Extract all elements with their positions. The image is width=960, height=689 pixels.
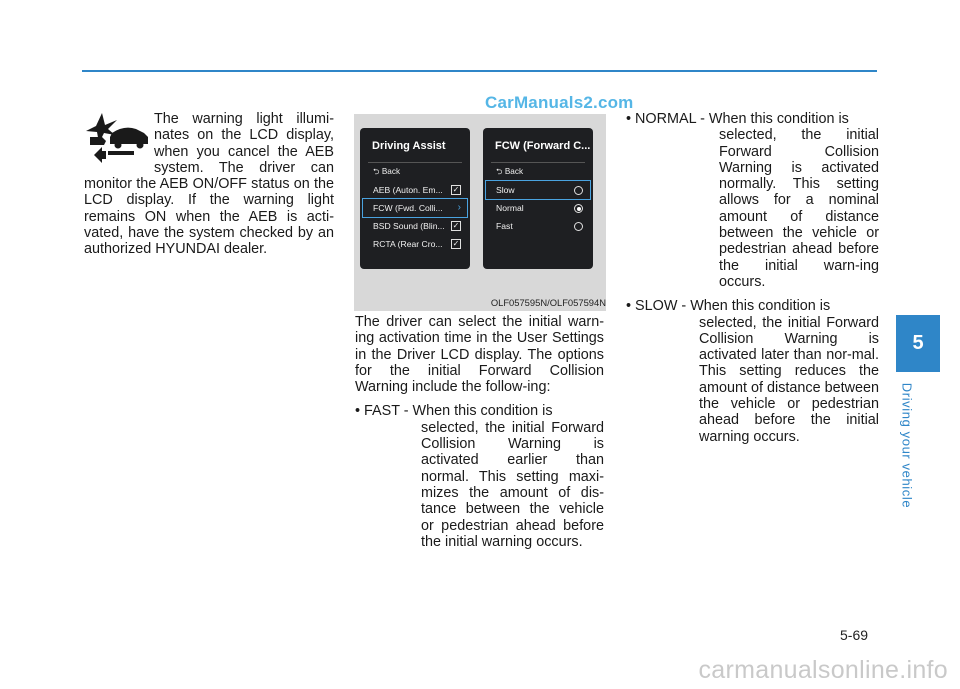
back-item: ⮌ Back: [496, 167, 524, 176]
option-normal-item: [626, 111, 879, 290]
back-item: ⮌ Back: [373, 167, 401, 176]
option-fast-head: • FAST - When this condition is: [355, 403, 553, 420]
checkbox-icon: ✓: [452, 221, 460, 230]
aeb-warning-light-icon: [84, 111, 150, 163]
cluster-settings-figure: [354, 114, 606, 311]
option-fast: Fast: [486, 217, 590, 235]
option-slow-item: [626, 298, 879, 445]
option-fast-desc: selected, the initial Forward Collision Warning is activated earlier than normal. This setting maxi-mizes the amount of dis-tance between the vehicle or pedestrian ahead before the initial warning occurs.: [421, 419, 604, 550]
chevron-right-icon: ›: [457, 202, 461, 213]
menu-item-selected: FCW (Fwd. Colli... ›: [363, 199, 467, 217]
menu-item: AEB (Auton. Em... ✓: [373, 185, 460, 195]
option-fast-item: [355, 403, 604, 550]
page-number: 5-69: [840, 627, 869, 643]
watermark-bottom[interactable]: carmanualsonline.info: [698, 656, 948, 684]
option-normal-head: • NORMAL - When this condition is: [626, 111, 849, 127]
menu-item: BSD Sound (Blin... ✓: [373, 221, 460, 231]
option-slow: Slow: [486, 181, 590, 199]
header-rule: [82, 70, 877, 72]
option-normal-desc: selected, the initial Forward Collision Warning is activated normally. This setting allows for a nominal amount of distance between the vehicle or pedestrian ahead before the initial warn-ing occurs.: [719, 127, 879, 290]
driving-assist-screen: [360, 128, 470, 269]
watermark-top[interactable]: CarManuals2.com: [485, 93, 634, 112]
menu-item: RCTA (Rear Cro... ✓: [373, 239, 460, 249]
option-slow-desc: selected, the initial Forward Collision Warning is activated later than nor-mal. This setting reduces the amount of distance between the vehicle or pedestrian ahead before the initial warning occurs.: [699, 314, 880, 445]
option-normal: Normal: [486, 199, 590, 217]
checkbox-icon: ✓: [452, 185, 460, 194]
aeb-warning-paragraph: [84, 111, 334, 258]
chapter-tab: 5: [896, 315, 940, 372]
fcw-screen: [483, 128, 593, 269]
chapter-label: Driving your vehicle: [899, 382, 914, 509]
screen-title: FCW (Forward C...: [495, 140, 591, 152]
radio-icon: [574, 222, 583, 231]
figure-caption: OLF057595N/OLF057594N: [490, 297, 606, 308]
fcw-options-column: [355, 314, 604, 550]
fcw-options-column-2: [626, 111, 879, 445]
screen-title: Driving Assist: [372, 140, 446, 152]
radio-icon: [574, 186, 583, 195]
radio-selected-icon: [574, 204, 583, 213]
checkbox-icon: ✓: [452, 239, 460, 248]
fcw-intro: The driver can select the initial warn-ing activation time in the User Settings in the Driver LCD display. The options for the initial Forward Collision Warning include the follow-ing:: [355, 314, 604, 396]
option-slow-head: • SLOW - When this condition is: [626, 298, 831, 315]
aeb-warning-text: The warning light illumi-nates on the LCD display, when you cancel the AEB system. The driver can monitor the AEB ON/OFF status on the LCD display. If the warning light remains ON when the AEB is acti-vated, have the system checked by an authorized HYUNDAI dealer.: [84, 111, 334, 258]
